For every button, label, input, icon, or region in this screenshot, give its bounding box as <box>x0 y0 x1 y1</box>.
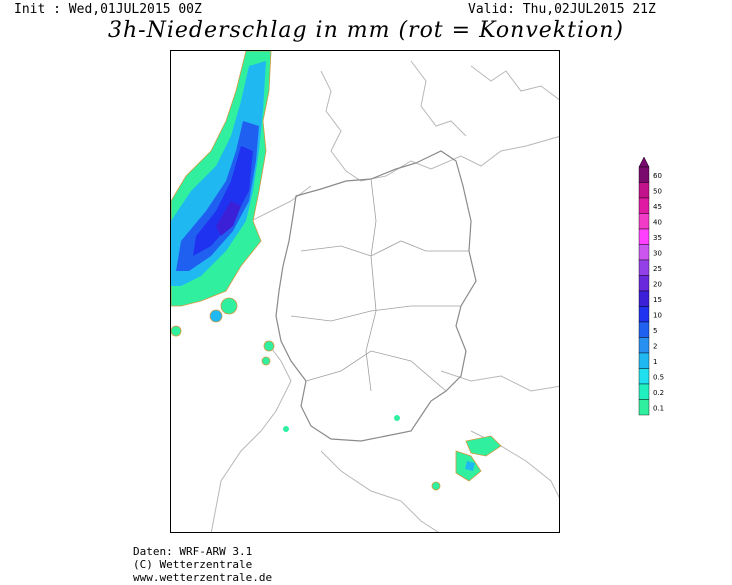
state-borders <box>291 179 469 391</box>
precipitation-map <box>170 50 560 533</box>
legend-label-60: 60 <box>653 171 662 180</box>
footer-copyright: (C) Wetterzentrale <box>133 558 253 571</box>
legend-swatch-45 <box>639 198 649 214</box>
germany-border <box>276 151 476 441</box>
init-time-label: Init : Wed,01JUL2015 00Z <box>14 2 202 17</box>
legend-cap <box>639 157 649 167</box>
legend-label-30: 30 <box>653 249 662 258</box>
legend-swatch-15 <box>639 291 649 307</box>
legend-swatch-60 <box>639 167 649 183</box>
legend-label-20: 20 <box>653 280 662 289</box>
legend-label-1: 1 <box>653 357 658 366</box>
map-title: 3h-Niederschlag in mm (rot = Konvektion) <box>108 18 624 43</box>
legend-swatch-50 <box>639 183 649 199</box>
legend-label-0.2: 0.2 <box>653 388 665 397</box>
valid-time-label: Valid: Thu,02JUL2015 21Z <box>468 2 656 17</box>
legend-swatch-40 <box>639 214 649 230</box>
legend-swatch-10 <box>639 307 649 323</box>
legend-label-2: 2 <box>653 342 658 351</box>
legend-swatch-2 <box>639 338 649 354</box>
precipitation-legend <box>637 155 677 430</box>
legend-label-10: 10 <box>653 311 662 320</box>
legend-swatch-35 <box>639 229 649 245</box>
legend-label-45: 45 <box>653 202 662 211</box>
footer-data-source: Daten: WRF-ARW 3.1 <box>133 545 253 558</box>
legend-swatch-30 <box>639 245 649 261</box>
legend-label-25: 25 <box>653 264 662 273</box>
legend-label-15: 15 <box>653 295 662 304</box>
legend-swatch-25 <box>639 260 649 276</box>
precipitation-areas <box>171 51 501 490</box>
legend-label-0.1: 0.1 <box>653 404 665 413</box>
footer-website: www.wetterzentrale.de <box>133 571 273 584</box>
legend-swatch-20 <box>639 276 649 292</box>
legend-swatch-1 <box>639 353 649 369</box>
legend-label-5: 5 <box>653 326 658 335</box>
legend-swatch-0.2 <box>639 384 649 400</box>
map-canvas <box>171 51 560 533</box>
legend-label-35: 35 <box>653 233 662 242</box>
legend-label-40: 40 <box>653 218 662 227</box>
legend-swatch-5 <box>639 322 649 338</box>
legend-swatch-0.5 <box>639 369 649 385</box>
legend-label-0.5: 0.5 <box>653 373 665 382</box>
legend-colorbar <box>637 155 677 430</box>
legend-label-50: 50 <box>653 187 662 196</box>
legend-swatch-0.1 <box>639 400 649 416</box>
